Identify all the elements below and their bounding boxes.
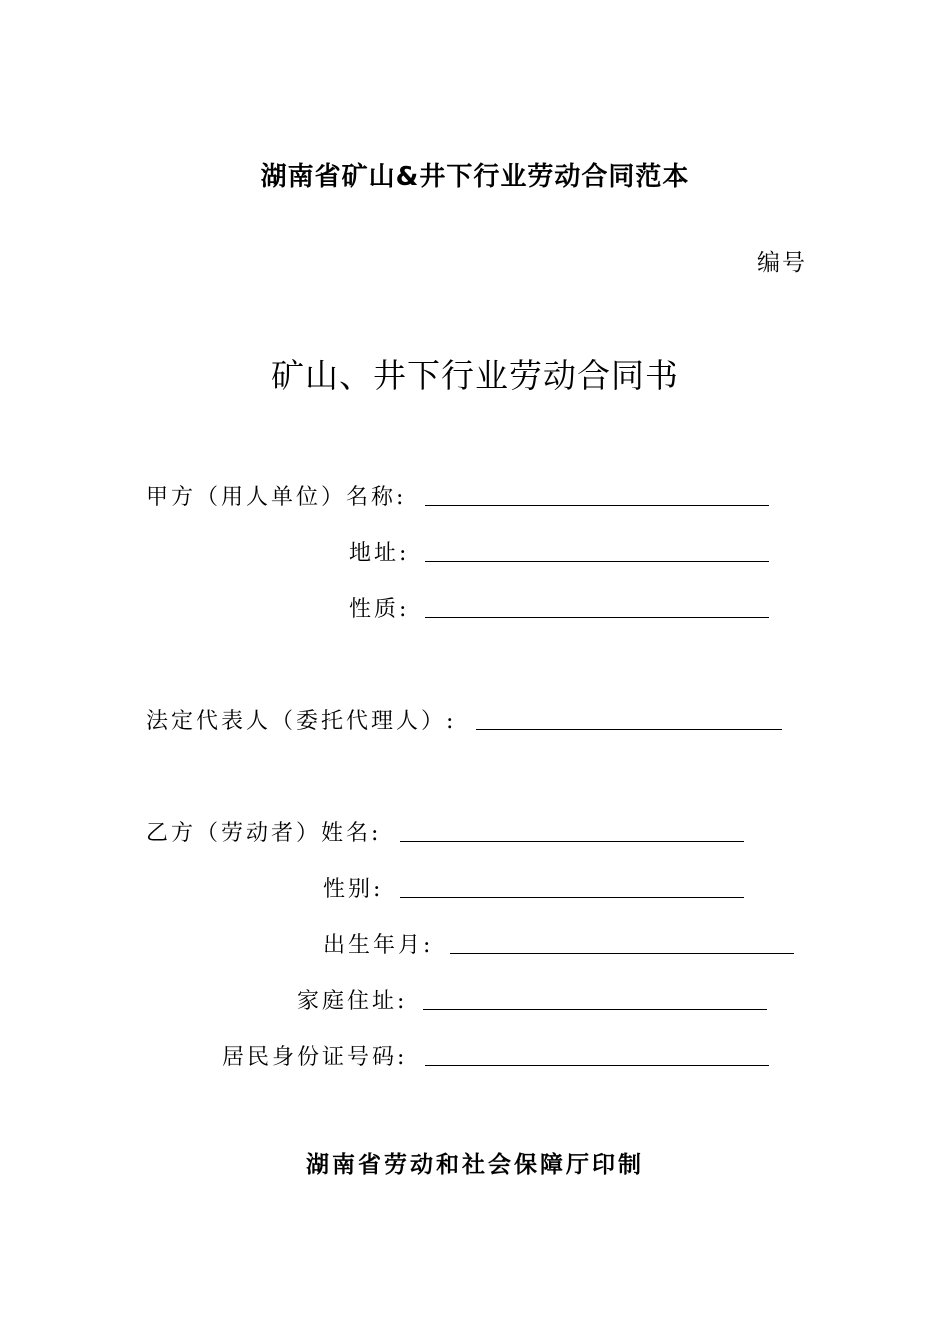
legal-rep-label: 法定代表人（委托代理人）: bbox=[146, 709, 457, 734]
party-b-id-number-line[interactable] bbox=[425, 1065, 769, 1066]
party-a-name-field bbox=[0, 480, 950, 512]
party-b-name-field bbox=[0, 816, 950, 848]
party-a-name-label: 甲方（用人单位）名称: bbox=[146, 485, 407, 510]
party-b-birth-field bbox=[0, 928, 950, 960]
party-a-address-label: 地址: bbox=[349, 541, 410, 566]
party-b-home-address-label: 家庭住址: bbox=[297, 989, 408, 1014]
party-a-address-line[interactable] bbox=[425, 561, 769, 562]
party-b-name-label: 乙方（劳动者）姓名: bbox=[146, 821, 382, 846]
party-b-birth-line[interactable] bbox=[450, 953, 794, 954]
party-b-gender-field bbox=[0, 872, 950, 904]
party-a-nature-label: 性质: bbox=[349, 597, 410, 622]
party-b-gender-label: 性别: bbox=[323, 877, 384, 902]
party-b-id-number-label: 居民身份证号码: bbox=[222, 1045, 408, 1070]
party-a-address-field bbox=[0, 536, 950, 568]
party-b-birth-label: 出生年月: bbox=[323, 933, 434, 958]
serial-number-label: 编号 bbox=[757, 250, 807, 276]
issuer-footer: 湖南省劳动和社会保障厅印制 bbox=[306, 1152, 644, 1178]
legal-rep-line[interactable] bbox=[476, 729, 782, 730]
party-b-home-address-line[interactable] bbox=[423, 1009, 767, 1010]
document-title: 湖南省矿山&井下行业劳动合同范本 bbox=[260, 162, 690, 192]
party-b-gender-line[interactable] bbox=[400, 897, 744, 898]
party-b-home-address-field bbox=[0, 984, 950, 1016]
legal-rep-field bbox=[0, 704, 950, 736]
contract-title: 矿山、井下行业劳动合同书 bbox=[271, 356, 679, 395]
party-b-id-number-field bbox=[0, 1040, 950, 1072]
party-a-nature-field bbox=[0, 592, 950, 624]
party-a-name-line[interactable] bbox=[425, 505, 769, 506]
party-a-nature-line[interactable] bbox=[425, 617, 769, 618]
party-b-name-line[interactable] bbox=[400, 841, 744, 842]
